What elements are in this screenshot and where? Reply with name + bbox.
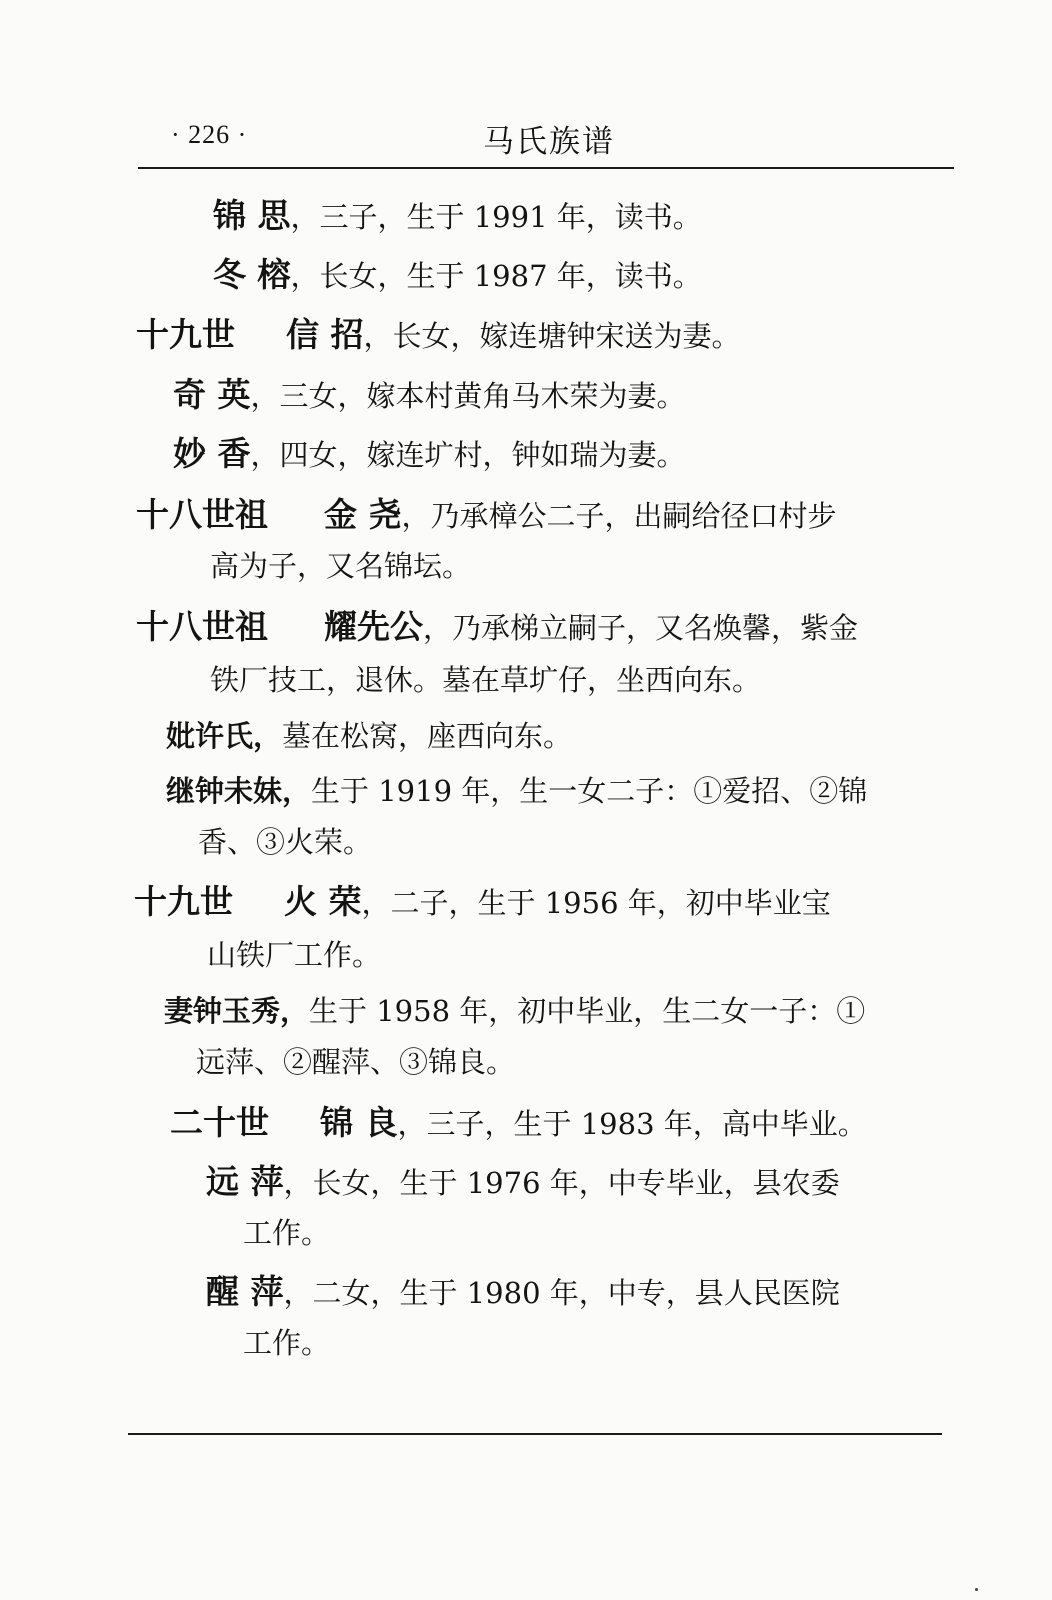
entry-line <box>166 771 867 812</box>
entry-continuation: 香、③火荣。 <box>198 825 373 859</box>
entry-text: 墓在松窝，座西向东。 <box>282 719 573 753</box>
entry-continuation: 高为子，又名锦坛。 <box>210 549 472 583</box>
entry-line <box>170 1103 867 1145</box>
generation-label: 二十世 <box>170 1103 269 1142</box>
header-rule <box>138 167 954 169</box>
entry-line <box>213 196 702 238</box>
spouse-name: 妣许氏， <box>166 719 283 753</box>
entry-text: ，四女，嫁连圹村，钟如瑞为妻。 <box>250 438 686 472</box>
entry-continuation: 工作。 <box>243 1216 331 1250</box>
entry-continuation: 山铁厂工作。 <box>207 938 382 972</box>
generation-label: 十八世祖 <box>136 495 268 534</box>
page-header <box>138 116 954 160</box>
person-name: 火 荣 <box>284 882 362 921</box>
entry-text: 生于 1919 年，生一女二子：①爱招、②锦 <box>311 774 868 808</box>
generation-label: 十九世 <box>136 315 235 354</box>
entry-line <box>213 255 702 297</box>
person-name: 信 招 <box>286 315 364 354</box>
entry-text: ，长女，生于 1987 年，读书。 <box>290 259 702 293</box>
entry-text: ，长女，生于 1976 年，中专毕业，县农委 <box>283 1166 840 1200</box>
spouse-name: 继钟未妹， <box>166 774 312 808</box>
entry-line <box>206 1272 840 1314</box>
spouse-name: 妻钟玉秀， <box>164 994 310 1028</box>
entry-text: ，三子，生于 1991 年，读书。 <box>290 200 702 234</box>
person-name: 耀先公 <box>324 607 423 646</box>
entry-line <box>173 375 686 417</box>
person-name: 锦 思 <box>213 196 291 235</box>
entry-continuation: 远萍、②醒萍、③锦良。 <box>196 1045 516 1079</box>
footer-rule <box>128 1433 942 1435</box>
page-number: · 226 · <box>171 120 248 149</box>
person-name: 远 萍 <box>206 1162 284 1201</box>
entry-continuation: 工作。 <box>243 1326 331 1360</box>
entry-line <box>136 495 837 537</box>
entry-text: 生于 1958 年，初中毕业，生二女一子：① <box>309 994 866 1028</box>
scan-speck <box>975 1588 978 1591</box>
person-name: 锦 良 <box>320 1103 398 1142</box>
entry-text: ，乃承樟公二子，出嗣给径口村步 <box>401 499 837 533</box>
entry-continuation: 铁厂技工，退休。墓在草圹仔，坐西向东。 <box>210 663 762 697</box>
person-name: 醒 萍 <box>206 1272 284 1311</box>
entry-text: ，三女，嫁本村黄角马木荣为妻。 <box>250 379 686 413</box>
entry-line <box>134 882 831 924</box>
entry-line <box>166 716 572 757</box>
person-name: 冬 榕 <box>213 255 291 294</box>
entry-text: ，三子，生于 1983 年，高中毕业。 <box>397 1107 867 1141</box>
entry-line <box>136 607 858 649</box>
entry-text: ，乃承梯立嗣子，又名焕馨，紫金 <box>423 611 859 645</box>
book-title: 马氏族谱 <box>483 124 615 160</box>
person-name: 奇 英 <box>173 375 251 414</box>
person-name: 金 尧 <box>324 495 402 534</box>
entry-line <box>164 991 865 1032</box>
entry-text: ，二子，生于 1956 年，初中毕业宝 <box>361 886 831 920</box>
entry-text: ，二女，生于 1980 年，中专，县人民医院 <box>283 1276 840 1310</box>
generation-label: 十九世 <box>134 882 233 921</box>
entry-line <box>173 434 686 476</box>
entry-line <box>206 1162 840 1204</box>
person-name: 妙 香 <box>173 434 251 473</box>
entry-text: ，长女，嫁连塘钟宋送为妻。 <box>363 319 741 353</box>
entry-line <box>136 315 741 357</box>
generation-label: 十八世祖 <box>136 607 268 646</box>
